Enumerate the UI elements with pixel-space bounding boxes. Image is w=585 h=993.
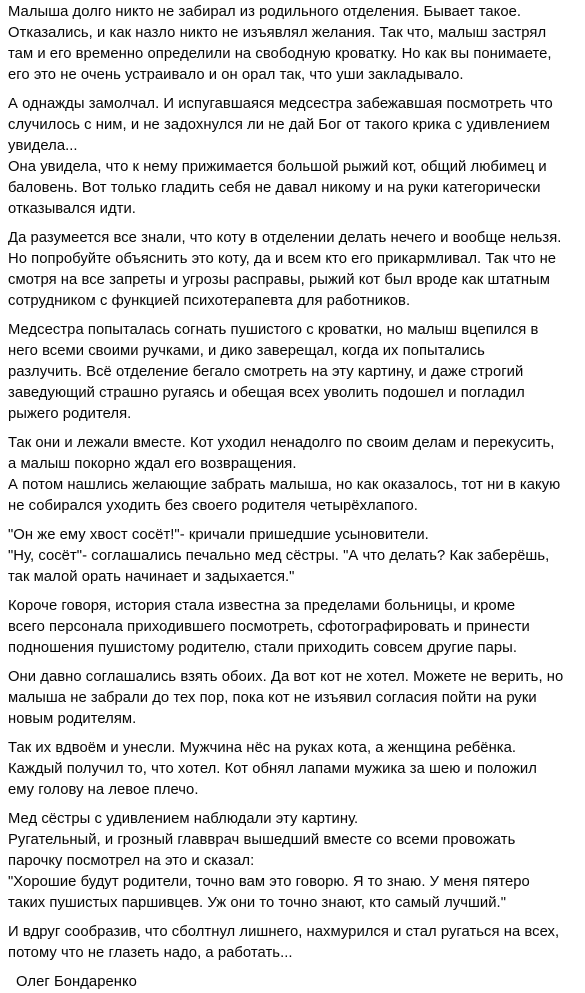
text-line: Малыша долго никто не забирал из родильного отделения. Бывает такое. bbox=[8, 4, 522, 20]
text-line: случилось с ним, и не задохнулся ли не дай Бог от такого крика с удивлением bbox=[8, 117, 550, 133]
paragraph bbox=[8, 809, 577, 914]
text-line: Так их вдвоём и унесли. Мужчина нёс на руках кота, а женщина ребёнка. bbox=[8, 740, 517, 756]
text-line: так малой орать начинает и задыхается." bbox=[8, 569, 295, 585]
text-line: подношения пушистому родителю, стали приходить совсем другие пары. bbox=[8, 640, 517, 656]
text-line: А однажды замолчал. И испугавшаяся медсестра забежавшая посмотреть что bbox=[8, 96, 553, 112]
text-line: И вдруг сообразив, что сболтнул лишнего, нахмурился и стал ругаться на всех, bbox=[8, 924, 560, 940]
text-line: всего персонала приходившего посмотреть, сфотографировать и принести bbox=[8, 619, 530, 635]
text-line: Ругательный, и грозный главврач вышедший вместе со всеми провожать bbox=[8, 832, 516, 848]
text-line: Короче говоря, история стала известна за пределами больницы, и кроме bbox=[8, 598, 516, 614]
text-line: "Хорошие будут родители, точно вам это говорю. Я то знаю. У меня пятеро bbox=[8, 874, 530, 890]
text-line: Они давно соглашались взять обоих. Да вот кот не хотел. Можете не верить, но bbox=[8, 669, 564, 685]
text-line: а малыш покорно ждал его возвращения. bbox=[8, 456, 297, 472]
paragraph bbox=[8, 433, 577, 517]
author-signature: Олег Бондаренко bbox=[16, 974, 137, 990]
text-line: его это не очень устраивало и он орал так, что уши закладывало. bbox=[8, 67, 464, 83]
paragraph bbox=[8, 922, 577, 964]
paragraph bbox=[8, 667, 577, 730]
text-line: новым родителям. bbox=[8, 711, 137, 727]
paragraph bbox=[8, 94, 577, 220]
text-line: Медсестра попыталась согнать пушистого с кроватки, но малыш вцепился в bbox=[8, 322, 539, 338]
text-line: него всеми своими ручками, и дико заверещал, когда их попытались bbox=[8, 343, 485, 359]
text-line: Да разумеется все знали, что коту в отделении делать нечего и вообще нельзя. bbox=[8, 230, 562, 246]
paragraph bbox=[8, 2, 577, 86]
text-line: заведующий страшно ругаясь и обещая всех уволить подошел и погладил bbox=[8, 385, 525, 401]
text-line: Так они и лежали вместе. Кот уходил ненадолго по своим делам и перекусить, bbox=[8, 435, 555, 451]
text-line: парочку посмотрел на это и сказал: bbox=[8, 853, 255, 869]
paragraph bbox=[8, 738, 577, 801]
text-line: разлучить. Всё отделение бегало смотреть на эту картину, и даже строгий bbox=[8, 364, 524, 380]
text-line: не собирался уходить без своего родителя четырёхлапого. bbox=[8, 498, 418, 514]
text-line: малыша не забрали до тех пор, пока кот не изъявил согласия пойти на руки bbox=[8, 690, 537, 706]
text-line: Мед сёстры с удивлением наблюдали эту картину. bbox=[8, 811, 359, 827]
text-line: смотря на все запреты и угрозы расправы, рыжий кот был вроде как штатным bbox=[8, 272, 550, 288]
paragraph bbox=[8, 596, 577, 659]
paragraph bbox=[8, 525, 577, 588]
text-line: Она увидела, что к нему прижимается большой рыжий кот, общий любимец и bbox=[8, 159, 547, 175]
paragraph bbox=[8, 228, 577, 312]
text-line: Каждый получил то, что хотел. Кот обнял лапами мужика за шею и положил bbox=[8, 761, 537, 777]
text-line: А потом нашлись желающие забрать малыша, но как оказалось, тот ни в какую bbox=[8, 477, 561, 493]
text-line: баловень. Вот только гладить себя не давал никому и на руки категорически bbox=[8, 180, 541, 196]
text-line: увидела... bbox=[8, 138, 78, 154]
text-line: ему голову на левое плечо. bbox=[8, 782, 199, 798]
text-line: потому что не глазеть надо, а работать... bbox=[8, 945, 293, 961]
text-line: Но попробуйте объяснить это коту, да и всем кто его прикармливал. Так что не bbox=[8, 251, 557, 267]
text-line: там и его временно определили на свободную кроватку. Но как вы понимаете, bbox=[8, 46, 552, 62]
text-line: "Он же ему хвост сосёт!"- кричали пришедшие усыновители. bbox=[8, 527, 429, 543]
text-line: отказывался идти. bbox=[8, 201, 136, 217]
text-line: Отказались, и как назло никто не изъявлял желания. Так что, малыш застрял bbox=[8, 25, 547, 41]
paragraph bbox=[8, 320, 577, 425]
text-line: "Ну, сосёт"- соглашались печально мед сёстры. "А что делать? Как заберёшь, bbox=[8, 548, 550, 564]
text-line: таких пушистых паршивцев. Уж они то точно знают, кто самый лучший." bbox=[8, 895, 507, 911]
text-line: рыжего родителя. bbox=[8, 406, 132, 422]
text-line: сотрудником с функцией психотерапевта для работников. bbox=[8, 293, 411, 309]
